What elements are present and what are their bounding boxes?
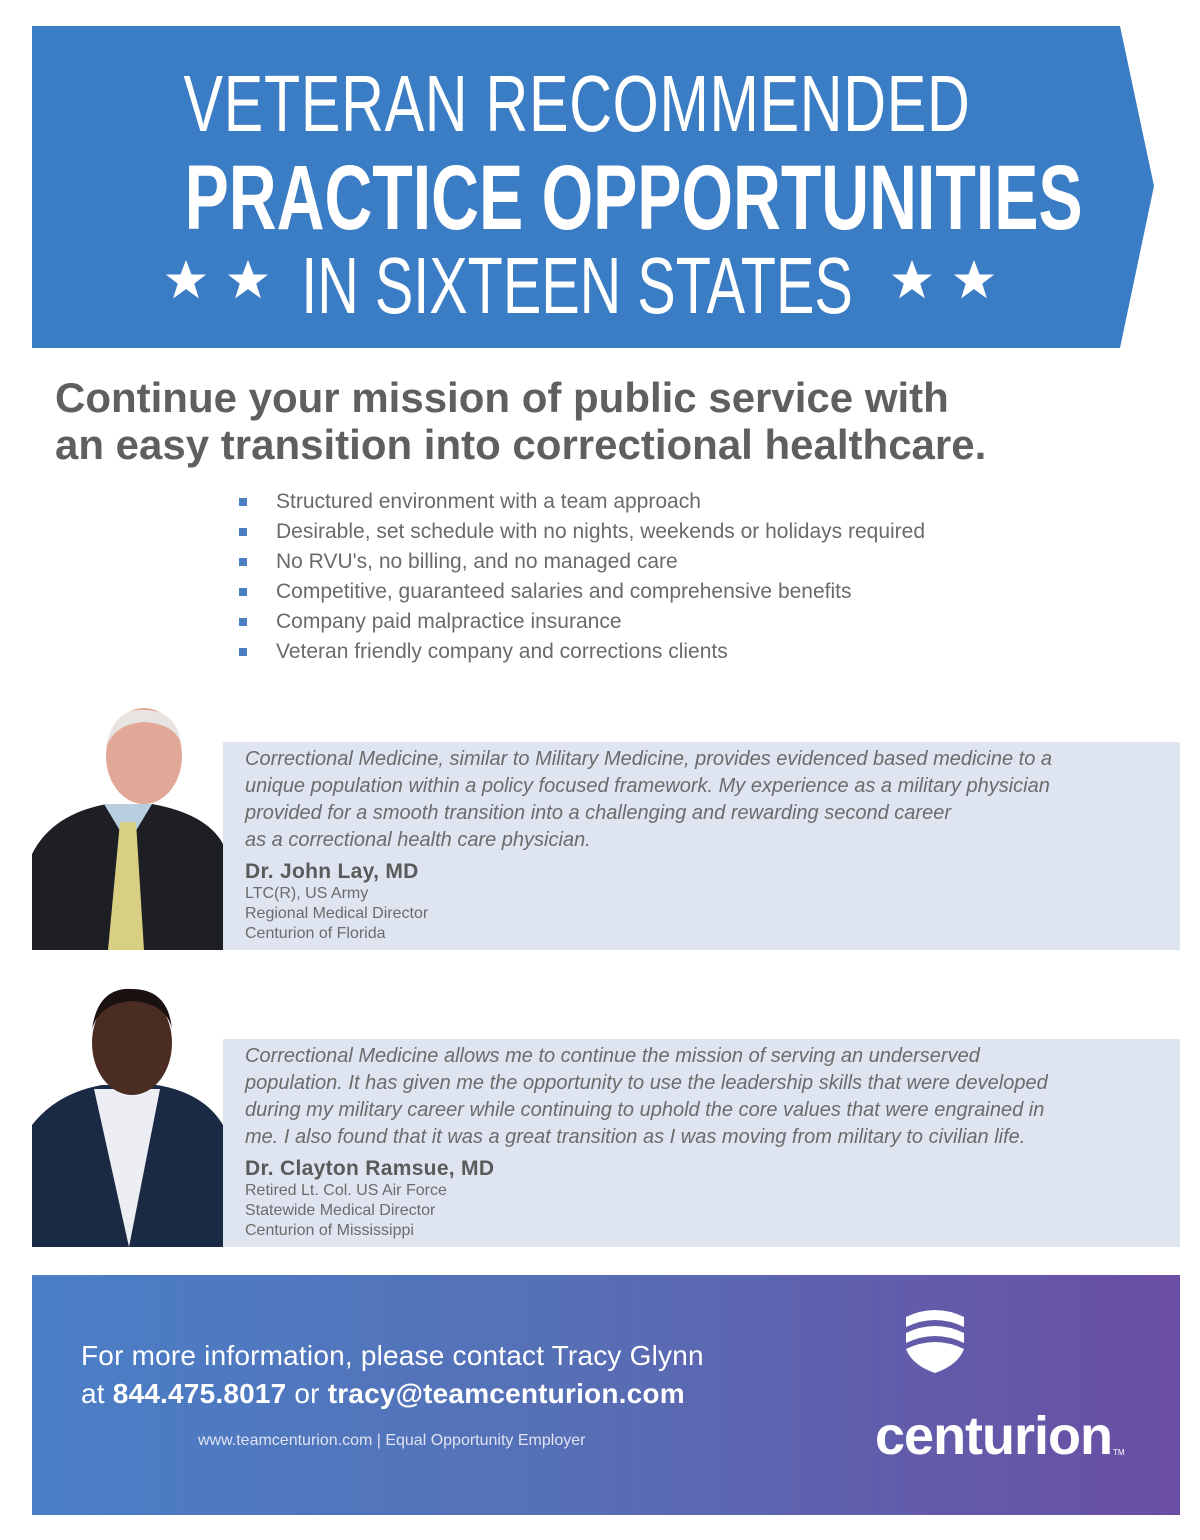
header-banner <box>32 26 1154 348</box>
contact-phone-link[interactable]: 844.475.8017 <box>112 1378 287 1409</box>
contact-line-1: For more information, please contact Tracy Glynn <box>81 1340 704 1371</box>
star-icon <box>890 258 934 302</box>
list-item-text: Competitive, guaranteed salaries and comprehensive benefits <box>276 580 852 603</box>
credential-line: Regional Medical Director <box>245 905 429 922</box>
testimonial-credentials <box>245 884 1145 944</box>
quote-line: provided for a smooth transition into a challenging and rewarding second career <box>245 802 951 824</box>
website-eoe-line[interactable]: www.teamcenturion.com | Equal Opportunity Employer <box>198 1432 586 1449</box>
quote-line: me. I also found that it was a great transition as I was moving from military to civilian life. <box>245 1126 1026 1148</box>
stars-right <box>890 258 996 302</box>
credential-line: Centurion of Florida <box>245 925 386 942</box>
quote-line: during my military career while continuing to uphold the core values that were engrained in <box>245 1099 1045 1121</box>
quote-line: Correctional Medicine, similar to Military Medicine, provides evidenced based medicine to a <box>245 748 1053 770</box>
trademark-mark: TM <box>1113 1448 1125 1457</box>
testimonial-quote <box>245 746 1145 854</box>
quote-line: Correctional Medicine allows me to continue the mission of serving an underserved <box>245 1045 980 1067</box>
testimonial-1 <box>245 746 1145 944</box>
headline-line-2: an easy transition into correctional healthcare. <box>55 421 987 468</box>
testimonial-2 <box>245 1043 1145 1241</box>
contact-at: at <box>81 1378 113 1409</box>
credential-line: Statewide Medical Director <box>245 1202 436 1219</box>
quote-line: unique population within a policy focused framework. My experience as a military physician <box>245 775 1050 797</box>
list-item-text: Company paid malpractice insurance <box>276 610 622 633</box>
list-item <box>237 487 925 517</box>
bullet-square-icon <box>239 588 247 596</box>
benefits-list <box>237 487 925 667</box>
star-icon <box>952 258 996 302</box>
quote-line: population. It has given me the opportunity to use the leadership skills that were developed <box>245 1072 1048 1094</box>
list-item-text: Veteran friendly company and corrections clients <box>276 640 728 663</box>
credential-line: LTC(R), US Army <box>245 885 369 902</box>
quote-line: as a correctional health care physician. <box>245 829 591 851</box>
photo-clayton-ramsue <box>32 985 223 1247</box>
headline-line-1: Continue your mission of public service with <box>55 374 949 421</box>
bullet-square-icon <box>239 528 247 536</box>
contact-footer <box>32 1275 1180 1515</box>
list-item-text: Desirable, set schedule with no nights, weekends or holidays required <box>276 520 926 543</box>
headline <box>55 374 1155 468</box>
star-icon <box>226 258 270 302</box>
contact-email-link[interactable]: tracy@teamcenturion.com <box>327 1378 685 1409</box>
banner-line-sixteen-states: IN SIXTEEN STATES <box>301 241 853 330</box>
list-item-text: No RVU's, no billing, and no managed care <box>276 550 678 573</box>
testimonial-credentials <box>245 1181 1145 1241</box>
list-item <box>237 547 925 577</box>
banner-line-practice-opportunities: PRACTICE OPPORTUNITIES <box>184 147 1083 249</box>
list-item <box>237 607 925 637</box>
bullet-square-icon <box>239 498 247 506</box>
testimonial-name: Dr. John Lay, MD <box>245 860 419 883</box>
centurion-shield-logo-icon <box>902 1307 968 1373</box>
bullet-square-icon <box>239 648 247 656</box>
photo-john-lay <box>32 704 223 950</box>
contact-line-2 <box>81 1375 685 1413</box>
banner-line-veteran-recommended: VETERAN RECOMMENDED <box>183 59 971 148</box>
credential-line: Centurion of Mississippi <box>245 1222 414 1239</box>
list-item <box>237 577 925 607</box>
contact-or: or <box>286 1378 328 1409</box>
stars-left <box>164 258 270 302</box>
list-item-text: Structured environment with a team approach <box>276 490 701 513</box>
testimonial-quote <box>245 1043 1145 1151</box>
testimonial-name: Dr. Clayton Ramsue, MD <box>245 1157 495 1180</box>
list-item <box>237 637 925 667</box>
bullet-square-icon <box>239 558 247 566</box>
list-item <box>237 517 925 547</box>
bullet-square-icon <box>239 618 247 626</box>
star-icon <box>164 258 208 302</box>
centurion-logo-wordmark: centurion <box>875 1406 1113 1466</box>
credential-line: Retired Lt. Col. US Air Force <box>245 1182 447 1199</box>
